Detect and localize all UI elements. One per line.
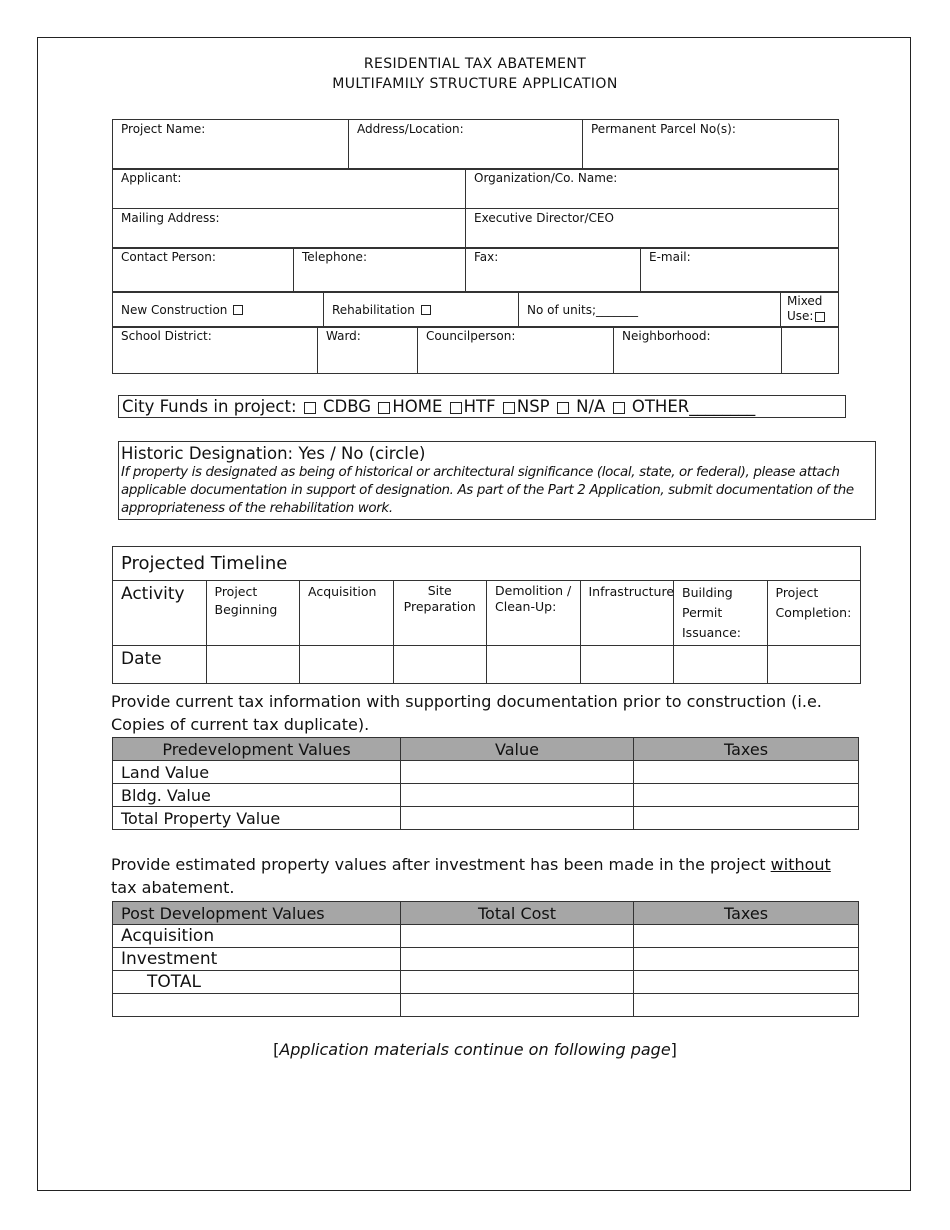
post-taxes-header: Taxes (634, 902, 859, 925)
total-property-value-label: Total Property Value (113, 807, 401, 830)
checkbox-icon[interactable] (421, 305, 431, 315)
col-site-preparation: Site Preparation (393, 581, 487, 646)
timeline-title: Projected Timeline (113, 547, 861, 581)
bldg-value-label: Bldg. Value (113, 784, 401, 807)
home-label: HOME (392, 397, 443, 416)
project-name-field[interactable]: Project Name: (113, 120, 349, 170)
cdbg-label: CDBG (323, 397, 372, 416)
acquisition-label: Acquisition (113, 925, 401, 948)
date-building-permit[interactable] (674, 646, 768, 684)
fax-field[interactable]: Fax: (466, 248, 641, 293)
land-value-label: Land Value (113, 761, 401, 784)
applicant-table (112, 168, 839, 249)
home-checkbox[interactable] (378, 402, 390, 414)
na-label: N/A (576, 397, 606, 416)
neighborhood-field[interactable]: Neighborhood: (614, 327, 782, 374)
telephone-field[interactable]: Telephone: (294, 248, 466, 293)
nsp-label: NSP (516, 397, 550, 416)
parcel-field[interactable]: Permanent Parcel No(s): (583, 120, 839, 170)
checkbox-icon[interactable] (233, 305, 243, 315)
total-label: TOTAL (113, 971, 401, 994)
executive-director-field[interactable]: Executive Director/CEO (466, 209, 839, 249)
organization-field[interactable]: Organization/Co. Name: (466, 169, 839, 209)
continuation-note: [Application materials continue on following page] (273, 1040, 677, 1059)
blank-cell (782, 327, 839, 374)
historic-instructions: If property is designated as being of historical or architectural significance (local, state, or federal), please attach applicable documentation in support of designation. As part of the Part 2 Application, submit documentation of the appropriateness of the rehabilitation work. (121, 465, 854, 516)
checkbox-icon[interactable] (815, 312, 825, 322)
date-project-beginning[interactable] (206, 646, 300, 684)
district-table (112, 326, 839, 374)
col-infrastructure: Infrastructure (580, 581, 674, 646)
col-project-completion: Project Completion: (767, 581, 861, 646)
total-value-input[interactable] (401, 807, 634, 830)
historic-designation-box (118, 441, 876, 520)
timeline-table (112, 546, 861, 684)
htf-label: HTF (463, 397, 496, 416)
value-header: Value (401, 738, 634, 761)
form-title-line2: MULTIFAMILY STRUCTURE APPLICATION (332, 76, 618, 92)
new-construction-option[interactable]: New Construction (113, 292, 324, 328)
units-field[interactable]: No of units;_______ (519, 292, 781, 328)
land-value-input[interactable] (401, 761, 634, 784)
nsp-checkbox[interactable] (503, 402, 515, 414)
form-title-line1: RESIDENTIAL TAX ABATEMENT (363, 56, 587, 72)
activity-label: Activity (113, 581, 207, 646)
city-funds-label: City Funds in project: (122, 397, 297, 416)
na-checkbox[interactable] (557, 402, 569, 414)
post-intro-end: tax abatement. (111, 878, 235, 897)
date-acquisition[interactable] (300, 646, 394, 684)
predevelopment-header: Predevelopment Values (113, 738, 401, 761)
post-development-table (112, 901, 859, 1017)
ward-field[interactable]: Ward: (318, 327, 418, 374)
investment-cost-input[interactable] (401, 948, 634, 971)
col-demolition: Demolition / Clean-Up: (487, 581, 581, 646)
date-infrastructure[interactable] (580, 646, 674, 684)
mailing-address-field[interactable]: Mailing Address: (113, 209, 466, 249)
project-type-table (112, 291, 839, 328)
total-cost-header: Total Cost (401, 902, 634, 925)
date-label: Date (113, 646, 207, 684)
date-project-completion[interactable] (767, 646, 861, 684)
land-taxes-input[interactable] (634, 761, 859, 784)
post-intro-text: Provide estimated property values after investment has been made in the project (111, 855, 771, 874)
investment-label: Investment (113, 948, 401, 971)
mixed-use-option[interactable]: Mixed Use: (781, 292, 839, 328)
councilperson-field[interactable]: Councilperson: (418, 327, 614, 374)
col-acquisition: Acquisition (300, 581, 394, 646)
date-site-preparation[interactable] (393, 646, 487, 684)
predevelopment-instructions: Provide current tax information with supporting documentation prior to construction (i.e. Copies of current tax duplicate). (111, 692, 822, 734)
total-cost-input[interactable] (401, 971, 634, 994)
investment-taxes-input[interactable] (634, 948, 859, 971)
contact-table (112, 247, 839, 293)
total-taxes-input[interactable] (634, 807, 859, 830)
col-building-permit: Building Permit Issuance: (674, 581, 768, 646)
email-field[interactable]: E-mail: (641, 248, 839, 293)
bldg-value-input[interactable] (401, 784, 634, 807)
acquisition-cost-input[interactable] (401, 925, 634, 948)
date-demolition[interactable] (487, 646, 581, 684)
post-development-instructions (111, 853, 861, 899)
contact-person-field[interactable]: Contact Person: (113, 248, 294, 293)
cdbg-checkbox[interactable] (304, 402, 316, 414)
total-taxes-post-input[interactable] (634, 971, 859, 994)
taxes-header: Taxes (634, 738, 859, 761)
historic-title: Historic Designation: Yes / No (circle) (121, 444, 426, 463)
acquisition-taxes-input[interactable] (634, 925, 859, 948)
applicant-field[interactable]: Applicant: (113, 169, 466, 209)
bldg-taxes-input[interactable] (634, 784, 859, 807)
city-funds-box (118, 395, 846, 418)
project-info-table (112, 119, 839, 170)
rehabilitation-option[interactable]: Rehabilitation (324, 292, 519, 328)
blank-row-cost[interactable] (401, 994, 634, 1017)
without-emphasis: without (770, 855, 831, 874)
blank-row-label (113, 994, 401, 1017)
htf-checkbox[interactable] (450, 402, 462, 414)
col-project-beginning: Project Beginning (206, 581, 300, 646)
address-field[interactable]: Address/Location: (349, 120, 583, 170)
blank-row-taxes[interactable] (634, 994, 859, 1017)
post-development-header: Post Development Values (113, 902, 401, 925)
predevelopment-table (112, 737, 859, 830)
school-district-field[interactable]: School District: (113, 327, 318, 374)
other-label[interactable]: OTHER________ (631, 397, 756, 416)
other-checkbox[interactable] (613, 402, 625, 414)
